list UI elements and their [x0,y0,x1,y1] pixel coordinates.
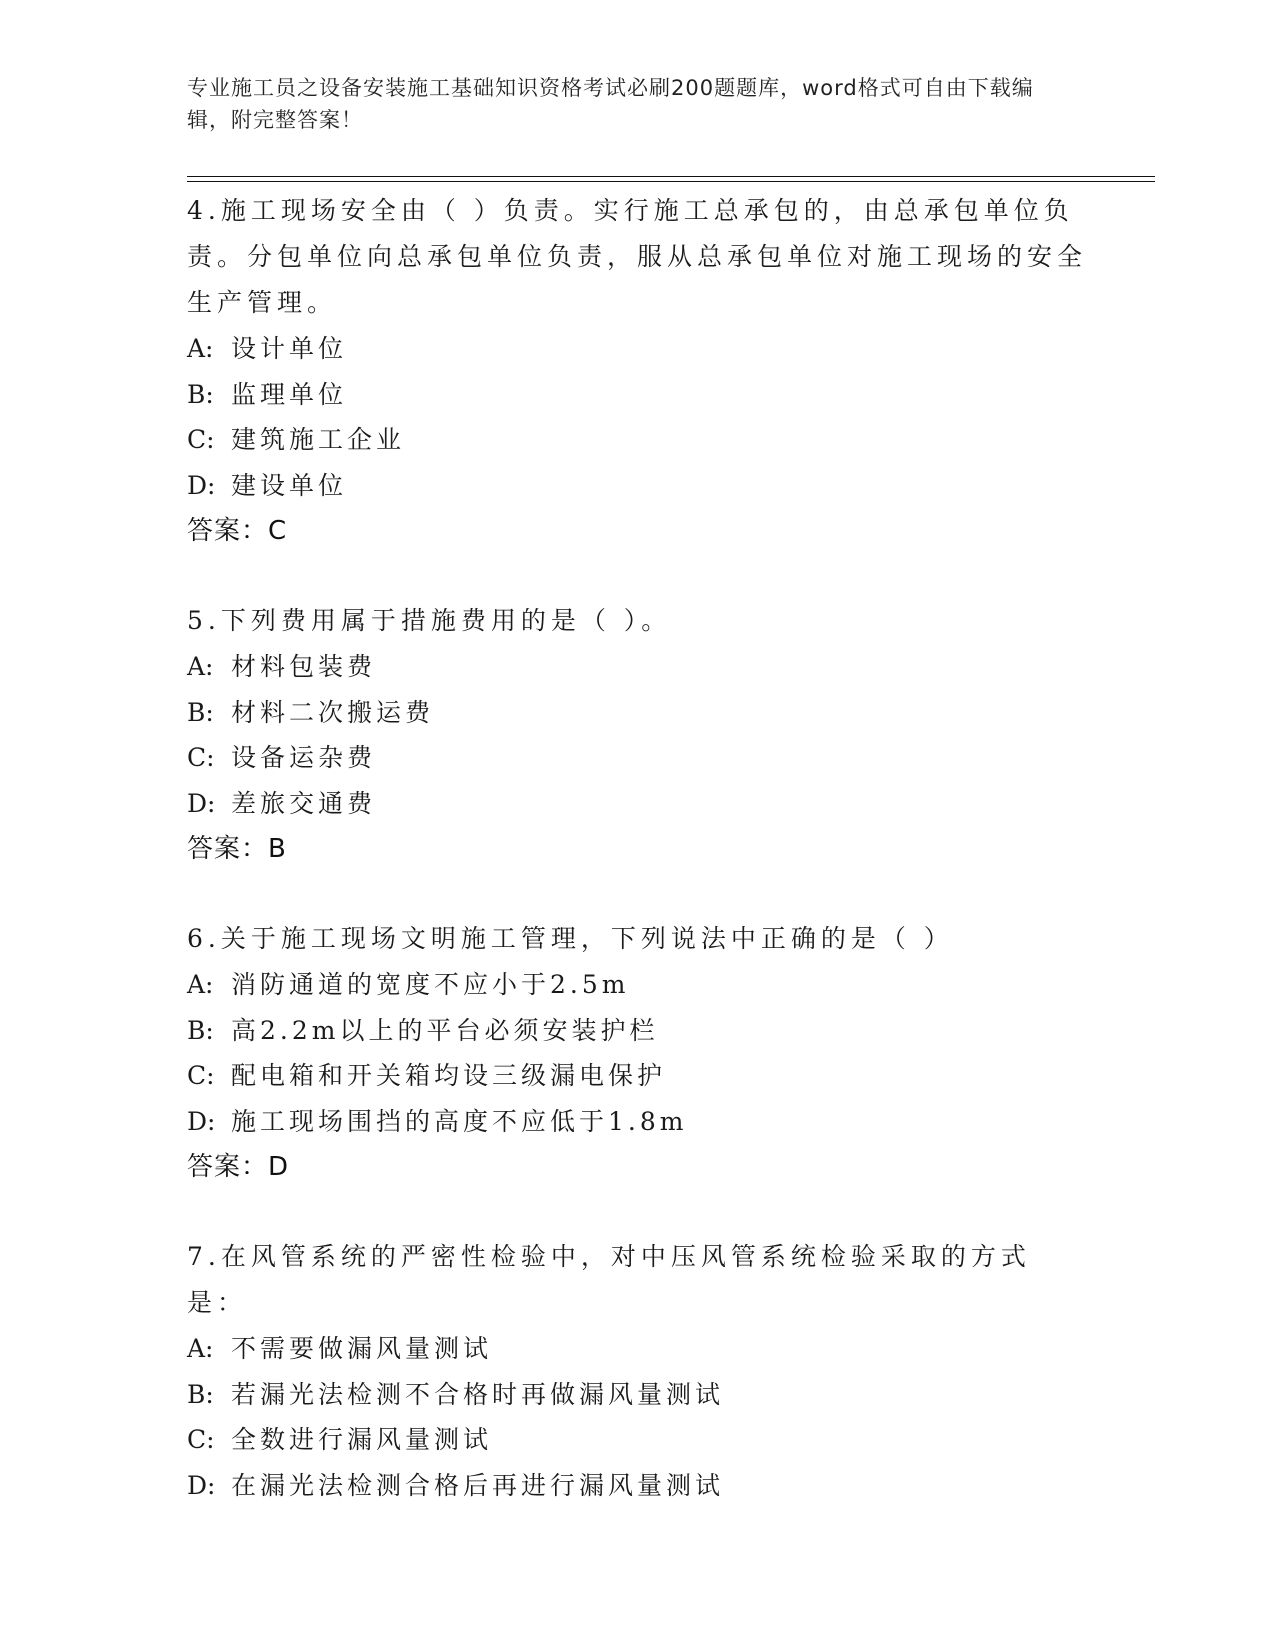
option-c [187,417,1087,463]
header-divider [187,176,1155,182]
option-letter: A: [187,1334,214,1363]
option-text: 若漏光法检测不合格时再做漏风量测试 [231,1379,725,1409]
answer-line: 答案：D [187,1152,290,1182]
option-text: 配电箱和开关箱均设三级漏电保护 [231,1061,667,1090]
document-header: 专业施工员之设备安装施工基础知识资格考试必刷200题题库，word格式可自由下载编辑，附完整答案！ [187,76,1034,132]
option-letter: D: [187,470,216,500]
option-text: 差旅交通费 [231,788,377,818]
answer-line: 答案：B [187,834,287,864]
option-text: 建筑施工企业 [231,425,406,454]
option-a [187,326,1087,372]
question-5 [187,598,1087,872]
option-b [187,372,1087,418]
option-letter: C: [187,1425,215,1454]
question-text: 6.关于施工现场文明施工管理，下列说法中正确的是（ ） [187,924,954,953]
option-text: 建设单位 [231,470,348,500]
question-list [187,188,1087,1552]
option-d [187,781,1087,827]
option-a [187,962,1087,1008]
option-letter: D: [187,788,216,818]
option-letter: C: [187,743,215,772]
question-text: 5.下列费用属于措施费用的是（ ）。 [187,606,672,635]
option-text: 设计单位 [231,334,348,363]
answer-line: 答案：C [187,516,288,546]
option-letter: D: [187,1106,216,1136]
option-letter: B: [187,697,214,727]
option-letter: A: [187,334,214,363]
option-b [187,1008,1087,1054]
option-d [187,1463,1087,1509]
option-letter: A: [187,970,214,999]
question-text: 4.施工现场安全由（ ）负责。实行施工总承包的，由总承包单位负责。分包单位向总承包单位负责，服从总承包单位对施工现场的安全生产管理。 [187,196,1088,317]
option-text: 施工现场围挡的高度不应低于1.8m [231,1106,688,1136]
option-a [187,644,1087,690]
option-d [187,1099,1087,1145]
option-letter: B: [187,1015,214,1045]
option-letter: D: [187,1470,216,1500]
option-text: 在漏光法检测合格后再进行漏风量测试 [231,1470,725,1500]
option-letter: C: [187,1061,215,1090]
option-c [187,735,1087,781]
option-letter: B: [187,379,214,409]
option-text: 材料二次搬运费 [231,697,435,727]
question-4 [187,188,1087,554]
option-a [187,1326,1087,1372]
question-text: 7.在风管系统的严密性检验中，对中压风管系统检验采取的方式是： [187,1242,1031,1317]
option-text: 设备运杂费 [231,743,377,772]
option-text: 不需要做漏风量测试 [231,1334,493,1363]
option-text: 消防通道的宽度不应小于2.5m [231,970,630,999]
option-text: 材料包装费 [231,652,377,681]
option-c [187,1053,1087,1099]
option-text: 高2.2m以上的平台必须安装护栏 [231,1015,659,1045]
option-letter: B: [187,1379,214,1409]
question-6 [187,916,1087,1190]
option-letter: A: [187,652,214,681]
option-text: 全数进行漏风量测试 [231,1425,493,1454]
option-b [187,1372,1087,1418]
option-letter: C: [187,425,215,454]
option-text: 监理单位 [231,379,348,409]
option-d [187,463,1087,509]
option-c [187,1417,1087,1463]
question-7 [187,1234,1087,1508]
option-b [187,690,1087,736]
